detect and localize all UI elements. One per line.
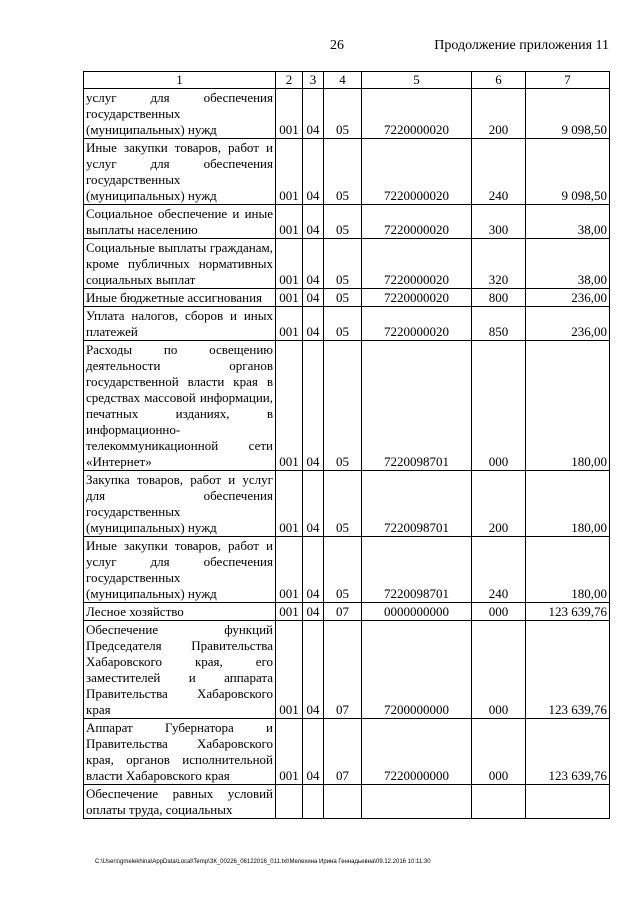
expense-name-cell: Иные закупки товаров, работ и услуг для обеспечения государственных (муниципальных) нужд (84, 537, 276, 603)
razdel-cell: 04 (303, 471, 324, 537)
sum-cell: 123 639,76 (526, 621, 610, 719)
razdel-cell: 04 (303, 307, 324, 341)
expense-name-cell: Иные закупки товаров, работ и услуг для обеспечения государственных (муниципальных) нужд (84, 139, 276, 205)
vr-cell: 200 (472, 89, 526, 139)
expense-name-cell: Социальное обеспечение и иные выплаты населению (84, 205, 276, 239)
glava-cell (276, 785, 303, 819)
vr-cell: 000 (472, 621, 526, 719)
podrazdel-cell: 05 (324, 307, 362, 341)
razdel-cell: 04 (303, 719, 324, 785)
glava-cell: 001 (276, 239, 303, 289)
vr-cell: 320 (472, 239, 526, 289)
sum-cell: 9 098,50 (526, 139, 610, 205)
sum-cell: 38,00 (526, 205, 610, 239)
glava-cell: 001 (276, 341, 303, 471)
razdel-cell: 04 (303, 621, 324, 719)
sum-cell: 38,00 (526, 239, 610, 289)
expense-name-cell: Лесное хозяйство (84, 603, 276, 621)
sum-cell: 236,00 (526, 289, 610, 307)
glava-cell: 001 (276, 307, 303, 341)
glava-cell: 001 (276, 139, 303, 205)
expense-name-cell: услуг для обеспечения государственных (муниципальных) нужд (84, 89, 276, 139)
podrazdel-cell: 05 (324, 289, 362, 307)
expense-name-cell: Обеспечение функций Председателя Правительства Хабаровского края, его заместителей и аппарата Правительства Хабаровского края (84, 621, 276, 719)
table-row (84, 537, 610, 603)
vr-cell: 000 (472, 719, 526, 785)
column-header: 1 (84, 72, 276, 89)
expense-name-cell: Расходы по освещению деятельности органов государственной власти края в средствах массовой информации, печатных изданиях, в информационно-телекоммуникационной сети «Интернет» (84, 341, 276, 471)
vr-cell: 200 (472, 471, 526, 537)
column-header: 6 (472, 72, 526, 89)
razdel-cell: 04 (303, 289, 324, 307)
table-row (84, 239, 610, 289)
table-row (84, 307, 610, 341)
razdel-cell: 04 (303, 603, 324, 621)
podrazdel-cell (324, 785, 362, 819)
csr-cell: 7220000020 (362, 239, 472, 289)
glava-cell: 001 (276, 471, 303, 537)
sum-cell: 9 098,50 (526, 89, 610, 139)
sum-cell: 123 639,76 (526, 603, 610, 621)
razdel-cell: 04 (303, 537, 324, 603)
glava-cell: 001 (276, 719, 303, 785)
expense-name-cell: Уплата налогов, сборов и иных платежей (84, 307, 276, 341)
sum-cell: 180,00 (526, 471, 610, 537)
csr-cell: 7200000000 (362, 621, 472, 719)
column-header: 2 (276, 72, 303, 89)
razdel-cell (303, 785, 324, 819)
continuation-note: Продолжение приложения 11 (434, 38, 609, 53)
expense-name-cell: Социальные выплаты гражданам, кроме публичных нормативных социальных выплат (84, 239, 276, 289)
column-header: 4 (324, 72, 362, 89)
glava-cell: 001 (276, 537, 303, 603)
sum-cell: 123 639,76 (526, 719, 610, 785)
column-header: 3 (303, 72, 324, 89)
glava-cell: 001 (276, 205, 303, 239)
table-row (84, 139, 610, 205)
sum-cell: 180,00 (526, 537, 610, 603)
podrazdel-cell: 05 (324, 139, 362, 205)
sum-cell: 180,00 (526, 341, 610, 471)
podrazdel-cell: 07 (324, 621, 362, 719)
podrazdel-cell: 05 (324, 537, 362, 603)
vr-cell: 000 (472, 341, 526, 471)
sum-cell: 236,00 (526, 307, 610, 341)
table-row (84, 621, 610, 719)
razdel-cell: 04 (303, 139, 324, 205)
razdel-cell: 04 (303, 89, 324, 139)
csr-cell: 7220000000 (362, 719, 472, 785)
vr-cell: 240 (472, 139, 526, 205)
vr-cell: 300 (472, 205, 526, 239)
podrazdel-cell: 05 (324, 471, 362, 537)
page-number: 26 (330, 38, 344, 53)
expense-name-cell: Закупка товаров, работ и услуг для обеспечения государственных (муниципальных) нужд (84, 471, 276, 537)
expense-name-cell: Аппарат Губернатора и Правительства Хабаровского края, органов исполнительной власти Хабаровского края (84, 719, 276, 785)
podrazdel-cell: 07 (324, 603, 362, 621)
table-row (84, 603, 610, 621)
csr-cell: 7220098701 (362, 537, 472, 603)
csr-cell: 7220000020 (362, 205, 472, 239)
table-row (84, 341, 610, 471)
file-path-footer: C:\Users\gmelekhina\AppData\Local\Temp\ЗК_00226_06122016_011.txt\Мелехина Ирина Геннадьевна\09.12.2016 10:11:30 (95, 859, 431, 865)
expense-name-cell: Иные бюджетные ассигнования (84, 289, 276, 307)
vr-cell: 240 (472, 537, 526, 603)
csr-cell: 7220000020 (362, 307, 472, 341)
podrazdel-cell: 05 (324, 89, 362, 139)
glava-cell: 001 (276, 603, 303, 621)
table-row (84, 785, 610, 819)
csr-cell: 7220098701 (362, 471, 472, 537)
csr-cell: 7220000020 (362, 89, 472, 139)
razdel-cell: 04 (303, 205, 324, 239)
razdel-cell: 04 (303, 341, 324, 471)
glava-cell: 001 (276, 289, 303, 307)
vr-cell: 800 (472, 289, 526, 307)
csr-cell (362, 785, 472, 819)
podrazdel-cell: 05 (324, 205, 362, 239)
budget-table (83, 71, 610, 819)
csr-cell: 7220098701 (362, 341, 472, 471)
table-row (84, 471, 610, 537)
csr-cell: 7220000020 (362, 139, 472, 205)
sum-cell (526, 785, 610, 819)
glava-cell: 001 (276, 621, 303, 719)
table-row (84, 289, 610, 307)
podrazdel-cell: 05 (324, 341, 362, 471)
podrazdel-cell: 07 (324, 719, 362, 785)
table-row (84, 719, 610, 785)
vr-cell: 850 (472, 307, 526, 341)
column-header: 7 (526, 72, 610, 89)
csr-cell: 0000000000 (362, 603, 472, 621)
vr-cell: 000 (472, 603, 526, 621)
glava-cell: 001 (276, 89, 303, 139)
csr-cell: 7220000020 (362, 289, 472, 307)
table-row (84, 205, 610, 239)
podrazdel-cell: 05 (324, 239, 362, 289)
vr-cell (472, 785, 526, 819)
razdel-cell: 04 (303, 239, 324, 289)
table-row (84, 89, 610, 139)
column-header: 5 (362, 72, 472, 89)
table-header-row (84, 72, 610, 89)
expense-name-cell: Обеспечение равных условий оплаты труда, социальных (84, 785, 276, 819)
